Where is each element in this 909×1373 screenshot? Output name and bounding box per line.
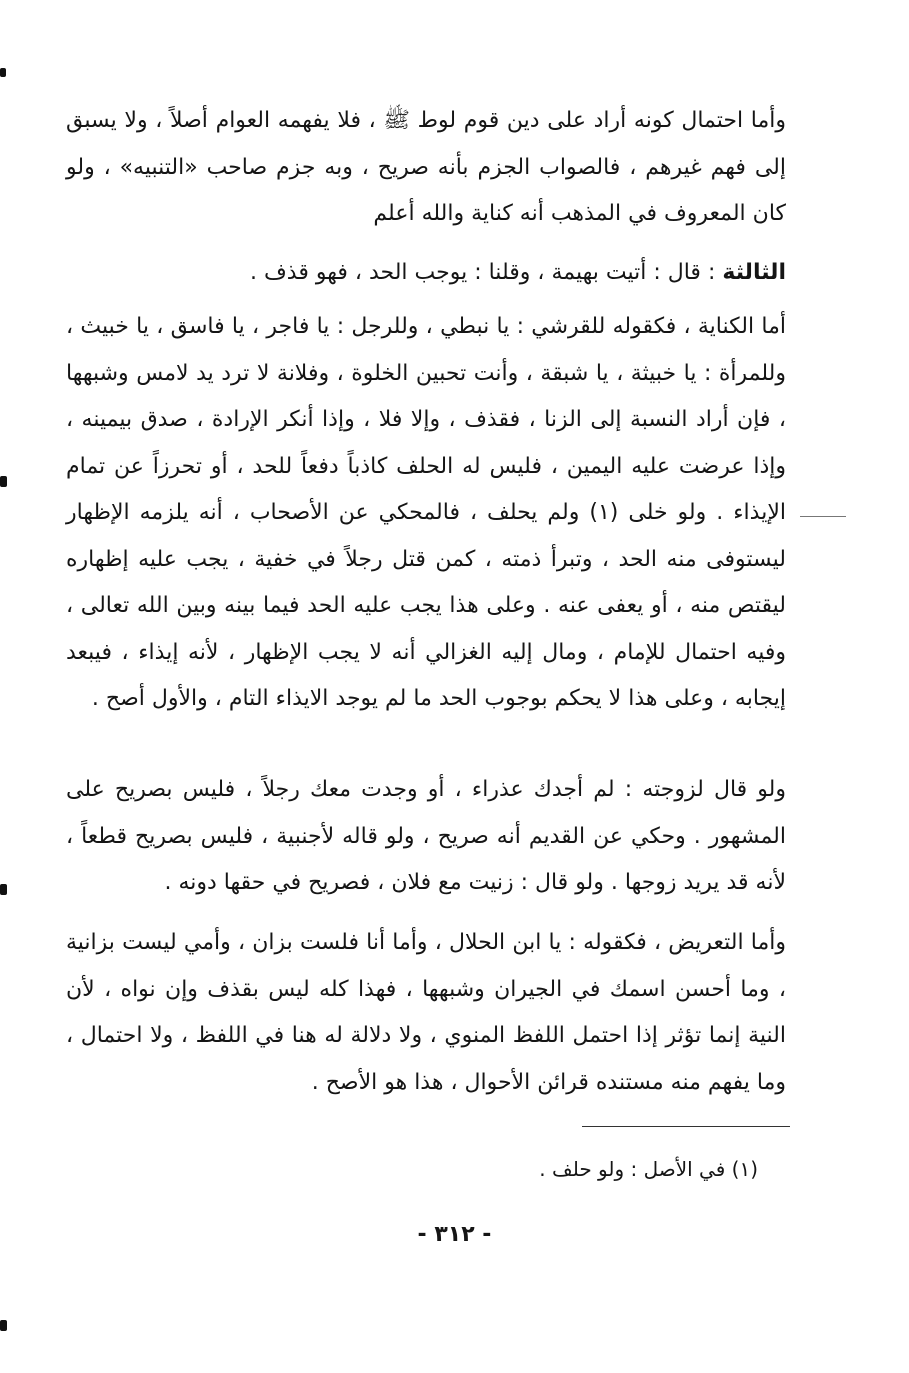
scan-mark <box>0 1320 7 1331</box>
paragraph-5 <box>66 920 786 1106</box>
paragraph-4 <box>66 767 786 907</box>
page-number: - ٣١٢ - <box>417 1222 492 1247</box>
footnote-separator <box>582 1126 790 1127</box>
paragraph-1-text: وأما احتمال كونه أراد على دين قوم لوط ﷺ ، فلا يفهمه العوام أصلاً ، ولا يسبق إلى فهم غيرهم ، فالصواب الجزم بأنه صريح ، وبه جزم صاحب «التنبيه» ، ولو كان المعروف في المذهب أنه كناية والله أعلم <box>66 108 786 226</box>
paragraph-2-text <box>66 250 786 297</box>
paragraph-2 <box>66 250 786 297</box>
scan-mark <box>0 476 7 487</box>
paragraph-3-text: أما الكناية ، فكقوله للقرشي : يا نبطي ، وللرجل : يا فاجر ، يا فاسق ، يا خبيث ، وللمرأة : يا خبيثة ، يا شبقة ، وأنت تحبين الخلوة ، وفلانة لا ترد يد لامس وشبهها ، فإن أراد النسبة إلى الزنا ، فقذف ، وإلا فلا ، وإذا أنكر الإرادة ، صدق بيمينه ، وإذا عرضت عليه اليمين ، فليس له الحلف كاذباً دفعاً للحد ، أو تحرزاً عن تمام الإيذاء . ولو خلى (١) ولم يحلف ، فالمحكي عن الأصحاب ، أنه يلزمه الإظهار ليستوفى منه الحد ، وتبرأ ذمته ، كمن قتل رجلاً في خفية ، يجب عليه إظهاره ليقتص منه ، أو يعفى عنه . وعلى هذا يجب عليه الحد فيما بينه وبين الله تعالى ، وفيه احتمال للإمام ، ومال إليه الغزالي أنه لا يجب الإظهار ، لأنه إيذاء ، فيبعد إيجابه ، وعلى هذا لا يحكم بوجوب الحد ما لم يوجد الايذاء التام ، والأول أصح . <box>66 314 787 711</box>
paragraph-4-text: ولو قال لزوجته : لم أجدك عذراء ، أو وجدت معك رجلاً ، فليس بصريح على المشهور . وحكي عن القديم أنه صريح ، ولو قاله لأجنبية ، فليس بصريح قطعاً ، لأنه قد يريد زوجها . ولو قال : زنيت مع فلان ، فصريح في حقها دونه . <box>66 777 786 895</box>
scan-mark <box>0 68 6 77</box>
paragraph-5-text: وأما التعريض ، فكقوله : يا ابن الحلال ، وأما أنا فلست بزان ، وأمي ليست بزانية ، وما أحسن اسمك في الجيران وشبهها ، فهذا كله ليس بقذف وإن نواه ، لأن النية إنما تؤثر إذا احتمل اللفظ المنوي ، ولا دلالة له هنا في اللفظ ، ولا احتمال ، وما يفهم منه مستنده قرائن الأحوال ، هذا هو الأصح . <box>66 930 786 1095</box>
paragraph-1 <box>66 98 786 238</box>
paragraph-3 <box>66 304 786 723</box>
scan-mark <box>0 884 7 895</box>
margin-line-mark <box>800 516 846 517</box>
paragraph-2-body: : قال : أتيت بهيمة ، وقلنا : يوجب الحد ، فهو قذف . <box>250 260 716 285</box>
section-heading-third: الثالثة <box>722 260 786 285</box>
footnote: (١) في الأصل : ولو حلف . <box>539 1157 758 1181</box>
